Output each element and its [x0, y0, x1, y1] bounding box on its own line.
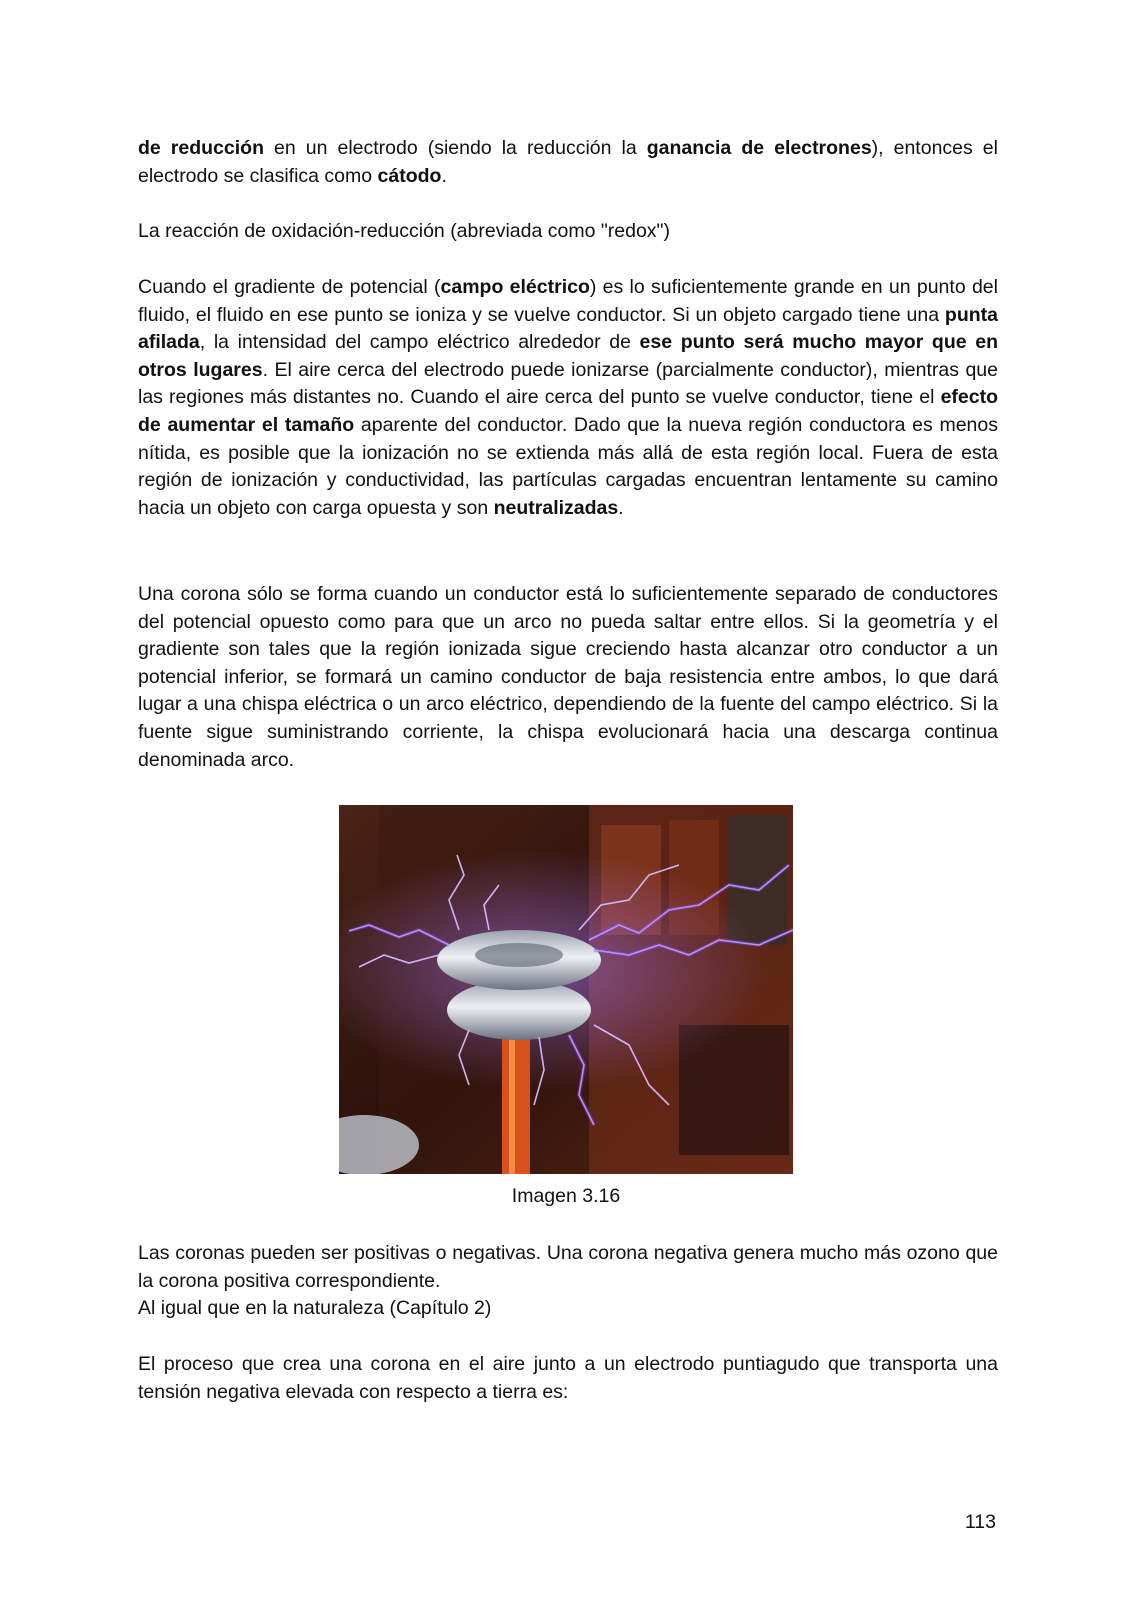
text-span: ), entonces el electrodo se clasifica como [138, 137, 998, 187]
bold-text: de reducción [138, 137, 264, 159]
paragraph-4 [138, 581, 998, 774]
text-span: Al igual que en la naturaleza (Capítulo 2) [138, 1297, 492, 1320]
text-span: El proceso que crea una corona en el aire junto a un electrodo puntiagudo que transporta una tensión negativa elevada con respecto a tierra es: [138, 1353, 998, 1403]
paragraph-3 [138, 274, 998, 522]
tesla-coil-illustration [339, 805, 793, 1174]
paragraph-5 [138, 1240, 998, 1323]
bold-text: ese punto será mucho mayor que en otros lugares [138, 331, 998, 381]
text-span: Cuando el gradiente de potencial ( [138, 276, 441, 298]
bold-text: ganancia de electrones [646, 137, 872, 159]
text-span: . [441, 164, 447, 187]
text-span: ) es lo suficientemente grande en un punto del fluido, el fluido en ese punto se ioniza y se vuelve conductor. Si un objeto cargado tiene una [138, 276, 998, 326]
bold-text: punta afilada [138, 303, 998, 354]
text-span: . El aire cerca del electrodo puede ionizarse (parcialmente conductor), mientras que las regiones más distantes no. Cuando el aire cerca del punto se vuelve conductor, tiene el [138, 358, 998, 409]
text-span: , la intensidad del campo eléctrico alrededor de [199, 331, 640, 354]
figure-caption: Imagen 3.16 [511, 1185, 621, 1207]
text-span: Una corona sólo se forma cuando un conductor está lo suficientemente separado de conductores del potencial opuesto como para que un arco no pueda saltar entre ellos. Si la geometría y el gradiente son tales que la región ionizada sigue creciendo hasta alcanzar otro conductor a un potencial inferior, se formará un camino conductor de baja resistencia entre ambos, lo que dará lugar a una chispa eléctrica o un arco eléctrico, dependiendo de la fuente del campo eléctrico. Si la fuente sigue suministrando corriente, la chispa evolucionará hacia una descarga continua denominada arco. [138, 583, 998, 771]
text-span: aparente del conductor. Dado que la nueva región conductora es menos nítida, es posible que la ionización no se extienda más allá de esta región local. Fuera de esta región de ionización y conductividad, las partículas cargadas encuentran lentamente su camino hacia un objeto con carga opuesta y son [138, 413, 998, 519]
bold-text: neutralizadas [493, 496, 619, 519]
bold-text: cátodo [377, 164, 442, 187]
bold-text: efecto de aumentar el tamaño [138, 386, 998, 436]
text-span: La reacción de oxidación-reducción (abreviada como "redox") [138, 220, 670, 242]
text-span: . [618, 496, 624, 519]
page-number: 113 [964, 1511, 996, 1533]
text-span: Las coronas pueden ser positivas o negativas. Una corona negativa genera mucho más ozono que la corona positiva correspondiente. [138, 1242, 998, 1292]
text-span: en un electrodo (siendo la reducción la [263, 137, 647, 159]
paragraph-2 [138, 218, 998, 246]
bold-text: campo eléctrico [440, 276, 590, 298]
paragraph-6 [138, 1351, 998, 1406]
tesla-coil-photo [339, 805, 793, 1174]
paragraph-1 [138, 135, 998, 190]
